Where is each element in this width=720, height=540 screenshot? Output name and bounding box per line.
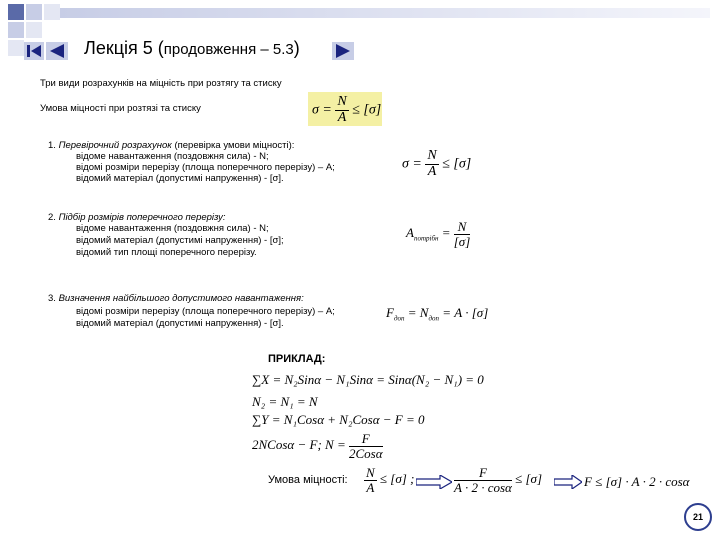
area-formula: $A_{потрібн}$ = $\frac{N}{[\sigma]}$ (406, 219, 471, 249)
first-slide-button[interactable] (24, 42, 44, 60)
intro-line: Три види розрахунків на міцність при розтягу та стиску (40, 78, 282, 89)
item-line: відомий матеріал (допустимі напруження) - [σ]; (76, 235, 284, 246)
deco-square (8, 22, 24, 38)
intro-line: Умова міцності при розтязі та стиску (40, 103, 201, 114)
equation-sum-y: ∑Y = N₁Cosα + N₂Cosα − F = 0 (252, 412, 425, 427)
check-formula: σ = $\frac{N}{A}$ ≤ [σ] (402, 148, 472, 179)
equation-sum-x: ∑X = N₂Sinα − N₁Sinα = Sinα(N₂ − N₁) = 0 (252, 372, 484, 387)
next-slide-button[interactable] (332, 42, 354, 60)
item-title: 1. Перевірочний розрахунок (перевірка умови міцності): (48, 140, 295, 151)
item-line: відоме навантаження (поздовжня сила) - N; (76, 151, 269, 162)
condition-formula-3: F ≤ [σ] · A · 2 · cosα (584, 474, 690, 489)
deco-square (26, 22, 42, 38)
condition-formula-2: $\frac{F}{A \cdot 2 \cdot \cos\alpha}$ ≤ [σ] (454, 465, 543, 495)
arrow-right-icon (416, 475, 452, 494)
prev-slide-button[interactable] (46, 42, 68, 60)
example-label: ПРИКЛАД: (268, 353, 326, 365)
item-line: відоме навантаження (поздовжня сила) - N; (76, 223, 269, 234)
page-title: Лекція 5 (продовження – 5.3) (84, 38, 300, 58)
deco-square (8, 40, 24, 56)
header-bar (60, 8, 710, 18)
load-formula: $F_{доп} = N_{доп} = A \cdot [\sigma]$ (386, 305, 489, 323)
item-line: відомий матеріал (допустимі напруження) - [σ]. (76, 173, 284, 184)
page-number: 21 (684, 503, 712, 531)
item-line: відомий матеріал (допустимі напруження) - [σ]. (76, 318, 284, 329)
deco-square (44, 4, 60, 20)
condition-formula-1: $\frac{N}{A}$ ≤ [σ] ; (366, 465, 415, 495)
equation-n: 2NCosα − F; N = $\frac{F}{\text{2Cosα}}$ (252, 431, 383, 461)
strength-formula: σ = $\frac{N}{A}$ ≤ [σ] (312, 94, 382, 125)
item-title: 3. Визначення найбільшого допустимого навантаження: (48, 293, 304, 304)
equation-equal-forces: N₂ = N₁ = N (252, 394, 318, 409)
item-line: відомі розміри перерізу (площа поперечного перерізу) – A; (76, 162, 335, 173)
play-forward-icon (332, 42, 354, 60)
deco-square (8, 4, 24, 20)
item-line: відомий тип площі поперечного перерізу. (76, 247, 257, 258)
skip-back-icon (24, 42, 44, 60)
deco-square (26, 4, 42, 20)
item-title: 2. Підбір розмірів поперечного перерізу: (48, 212, 226, 223)
arrow-right-icon (554, 475, 582, 494)
play-back-icon (46, 42, 68, 60)
condition-label: Умова міцності: (268, 474, 348, 486)
item-line: відомі розміри перерізу (площа поперечного перерізу) – A; (76, 306, 335, 317)
